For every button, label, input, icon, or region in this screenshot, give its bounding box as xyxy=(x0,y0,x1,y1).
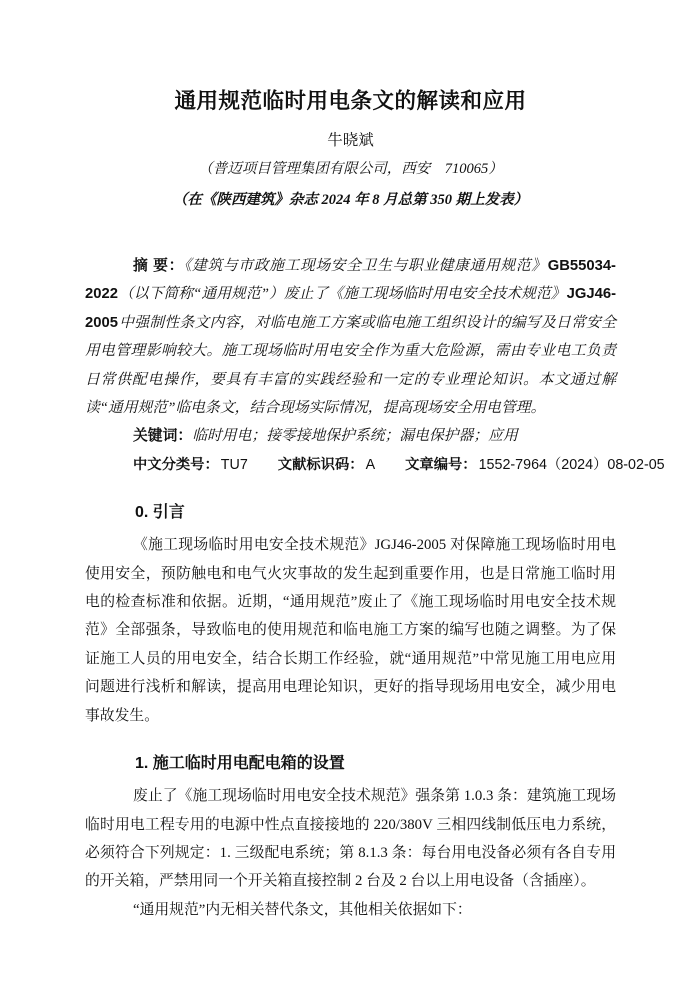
section1-paragraph-1: 废止了《施工现场临时用电安全技术规范》强条第 1.0.3 条：建筑施工现场临时用电工程专用的电源中性点直接接地的 220/380V 三相四线制低压电力系统，必须符合下列规定：1. 三级配电系统；第 8.1.3 条：每台用电没备必须有各自专用的开关箱，严禁用同一个开关箱直接控制 2 台及 2 台以上用电设备（含插座）。 xyxy=(85,788,616,890)
publication-note: （在《陕西建筑》杂志 2024 年 8 月总第 350 期上发表） xyxy=(172,192,529,208)
abstract-text: 《建筑与市政施工现场安全卫生与职业健康通用规范》GB55034-2022（以下简称“通用规范”）废止了《施工现场临时用电安全技术规范》JGJ46-2005中强制性条文内容，对临电施工方案或临电施工组织设计的编写及日常安全用电管理影响较大。施工现场临时用电安全作为重大危险源，需由专业电工负责日常供配电操作，要具有丰富的实践经验和一定的专业理论知识。本文通过解读“通用规范”临电条文，结合现场实际情况，提高现场安全用电管理。 xyxy=(85,258,616,417)
introduction-paragraph: 《施工现场临时用电安全技术规范》JGJ46-2005 对保障施工现场临时用电使用安全，预防触电和电气火灾事故的发生起到重要作用，也是日常施工临时用电的检查标准和依据。近期，“通用规范”废止了《施工现场临时用电安全技术规范》全部强条，导致临电的使用规范和临电施工方案的编写也随之调整。为了保证施工人员的用电安全，结合长期工作经验，就“通用规范”中常见施工用电应用问题进行浅析和解读，提高用电理论知识，更好的指导现场用电安全，减少用电事故发生。 xyxy=(85,537,616,724)
abstract-label: 摘 要： xyxy=(133,258,184,274)
abstract-paragraph xyxy=(85,252,616,422)
section-heading-introduction: 0. 引言 xyxy=(135,504,185,522)
author-affiliation: （普迈项目管理集团有限公司，西安 710065） xyxy=(198,161,503,177)
keywords-label: 关键词： xyxy=(133,428,193,445)
doc-code-pair xyxy=(278,457,375,473)
doc-code-value: A xyxy=(365,456,376,473)
page-title: 通用规范临时用电条文的解读和应用 xyxy=(174,89,527,113)
article-id-pair xyxy=(405,457,664,473)
section1-paragraph-2: “通用规范”内无相关替代条文，其他相关依据如下： xyxy=(133,901,472,918)
keywords-line xyxy=(85,422,616,450)
section-heading-distribution-box: 1. 施工临时用电配电箱的设置 xyxy=(135,755,345,773)
clc-value: TU7 xyxy=(220,456,248,473)
clc-pair xyxy=(133,457,248,473)
article-id-label: 文章编号： xyxy=(405,456,477,473)
clc-label: 中文分类号： xyxy=(133,456,219,473)
doc-code-label: 文献标识码： xyxy=(277,456,364,473)
article-id-value: 1552-7964（2024）08-02-05 xyxy=(478,456,665,473)
classification-line xyxy=(85,451,665,479)
keywords-value: 临时用电；接零接地保护系统；漏电保护器；应用 xyxy=(192,428,518,445)
author-name: 牛晓斌 xyxy=(327,132,374,149)
